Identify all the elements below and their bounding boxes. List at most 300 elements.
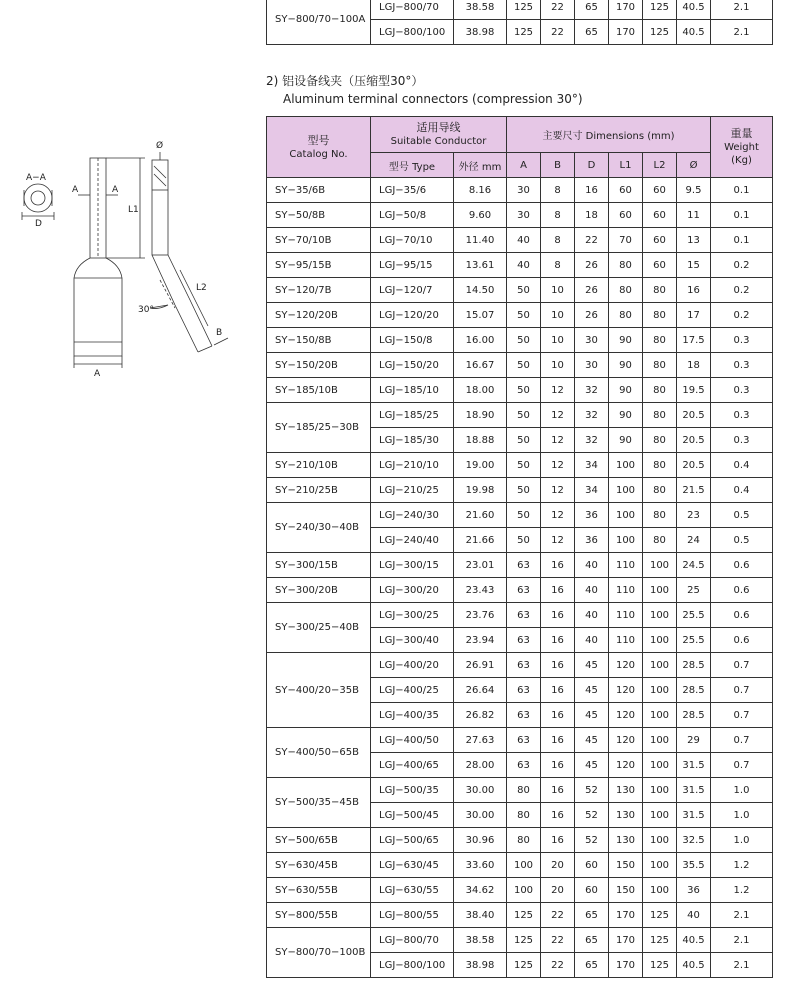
data-cell: 28.5: [677, 678, 711, 703]
data-cell: 10: [541, 278, 575, 303]
data-cell: 0.5: [711, 528, 773, 553]
table-row: [267, 453, 773, 478]
data-cell: 9.5: [677, 178, 711, 203]
label-section-aa: A−A: [26, 173, 46, 183]
catalog-cell: SY−210/10B: [267, 453, 371, 478]
data-cell: 50: [507, 378, 541, 403]
data-cell: 60: [575, 853, 609, 878]
data-cell: 50: [507, 453, 541, 478]
data-cell: 12: [541, 453, 575, 478]
header-a: A: [507, 153, 541, 178]
data-cell: 80: [643, 303, 677, 328]
data-cell: 100: [643, 728, 677, 753]
data-cell: 63: [507, 728, 541, 753]
data-cell: 21.5: [677, 478, 711, 503]
data-cell: 0.6: [711, 628, 773, 653]
data-cell: 52: [575, 803, 609, 828]
data-cell: 23: [677, 503, 711, 528]
data-cell: 32: [575, 403, 609, 428]
data-cell: 100: [643, 603, 677, 628]
header-conductor: 适用导线 Suitable Conductor: [371, 117, 507, 153]
data-cell: 30.00: [454, 803, 507, 828]
data-cell: 60: [609, 203, 643, 228]
section-outer-circle: [24, 184, 52, 212]
data-cell: 16.00: [454, 328, 507, 353]
data-cell: 35.5: [677, 853, 711, 878]
data-cell: LGJ−800/55: [371, 903, 454, 928]
data-cell: 0.6: [711, 578, 773, 603]
data-cell: 120: [609, 753, 643, 778]
data-cell: 16: [541, 803, 575, 828]
data-cell: 40: [575, 603, 609, 628]
data-cell: 21.60: [454, 503, 507, 528]
data-cell: 125: [643, 953, 677, 978]
data-cell: 20: [541, 878, 575, 903]
data-cell: 25: [677, 578, 711, 603]
data-cell: 15.07: [454, 303, 507, 328]
data-cell: 8: [541, 253, 575, 278]
data-cell: 21.66: [454, 528, 507, 553]
data-cell: 32: [575, 378, 609, 403]
data-cell: LGJ−630/55: [371, 878, 454, 903]
data-cell: 26: [575, 278, 609, 303]
catalog-cell: SY−50/8B: [267, 203, 371, 228]
data-cell: 100: [643, 553, 677, 578]
data-cell: LGJ−70/10: [371, 228, 454, 253]
data-cell: 30: [575, 328, 609, 353]
catalog-cell: SY−500/65B: [267, 828, 371, 853]
data-cell: 22: [541, 20, 575, 45]
data-cell: 2.1: [711, 953, 773, 978]
data-cell: 125: [643, 20, 677, 45]
data-cell: 63: [507, 603, 541, 628]
data-cell: 16: [541, 778, 575, 803]
data-cell: 13.61: [454, 253, 507, 278]
data-cell: 120: [609, 678, 643, 703]
data-cell: 90: [609, 353, 643, 378]
data-cell: 45: [575, 678, 609, 703]
data-cell: 0.7: [711, 653, 773, 678]
header-d: D: [575, 153, 609, 178]
data-cell: 8.16: [454, 178, 507, 203]
table-row: [267, 503, 773, 528]
catalog-cell: SY−300/25−40B: [267, 603, 371, 653]
table-row: [267, 303, 773, 328]
data-cell: 28.00: [454, 753, 507, 778]
data-cell: 22: [541, 928, 575, 953]
data-cell: 11.40: [454, 228, 507, 253]
data-cell: 40.5: [677, 953, 711, 978]
data-cell: LGJ−300/15: [371, 553, 454, 578]
data-cell: LGJ−400/20: [371, 653, 454, 678]
data-cell: 63: [507, 578, 541, 603]
label-a-right: A: [112, 185, 119, 195]
data-cell: 63: [507, 703, 541, 728]
data-cell: 63: [507, 678, 541, 703]
table-row: [267, 728, 773, 753]
header-l2: L2: [643, 153, 677, 178]
header-l1: L1: [609, 153, 643, 178]
data-cell: 130: [609, 778, 643, 803]
data-cell: 20.5: [677, 428, 711, 453]
data-cell: 100: [609, 528, 643, 553]
data-cell: 16: [677, 278, 711, 303]
catalog-cell: SY−800/70−100A: [267, 0, 371, 45]
table-row: [267, 853, 773, 878]
data-cell: 16: [541, 578, 575, 603]
data-cell: 110: [609, 553, 643, 578]
data-cell: LGJ−210/25: [371, 478, 454, 503]
catalog-cell: SY−185/10B: [267, 378, 371, 403]
data-cell: 40.5: [677, 20, 711, 45]
data-cell: 40: [677, 903, 711, 928]
data-cell: 0.7: [711, 703, 773, 728]
data-cell: 23.76: [454, 603, 507, 628]
data-cell: 24: [677, 528, 711, 553]
data-cell: 31.5: [677, 778, 711, 803]
data-cell: 16: [541, 628, 575, 653]
data-cell: 120: [609, 728, 643, 753]
data-cell: 65: [575, 0, 609, 20]
data-cell: 23.94: [454, 628, 507, 653]
data-cell: 16: [541, 603, 575, 628]
data-cell: LGJ−500/35: [371, 778, 454, 803]
data-cell: 170: [609, 20, 643, 45]
data-cell: 40: [575, 553, 609, 578]
header-weight: 重量 Weight (Kg): [711, 117, 773, 178]
table-row: [267, 378, 773, 403]
data-cell: 100: [643, 678, 677, 703]
data-cell: 17: [677, 303, 711, 328]
data-cell: 100: [643, 703, 677, 728]
data-cell: LGJ−210/10: [371, 453, 454, 478]
data-cell: 0.2: [711, 303, 773, 328]
data-cell: 22: [541, 0, 575, 20]
data-cell: 80: [643, 403, 677, 428]
data-cell: 50: [507, 403, 541, 428]
data-cell: 34.62: [454, 878, 507, 903]
data-cell: 2.1: [711, 20, 773, 45]
data-cell: LGJ−300/25: [371, 603, 454, 628]
data-cell: 80: [643, 378, 677, 403]
data-cell: 26.82: [454, 703, 507, 728]
data-cell: 0.7: [711, 678, 773, 703]
data-cell: 26: [575, 253, 609, 278]
data-cell: 80: [507, 828, 541, 853]
header-diameter: 外径 mm: [454, 153, 507, 178]
data-cell: 125: [507, 953, 541, 978]
data-cell: 10: [541, 353, 575, 378]
section-inner-circle: [31, 191, 45, 205]
catalog-cell: SY−150/8B: [267, 328, 371, 353]
data-cell: 22: [575, 228, 609, 253]
data-cell: 1.0: [711, 803, 773, 828]
data-cell: 23.43: [454, 578, 507, 603]
catalog-cell: SY−400/20−35B: [267, 653, 371, 728]
data-cell: 13: [677, 228, 711, 253]
table-row: [267, 778, 773, 803]
data-cell: 27.63: [454, 728, 507, 753]
data-cell: 16: [541, 728, 575, 753]
catalog-cell: SY−35/6B: [267, 178, 371, 203]
terminal-connector-drawing: [0, 130, 250, 379]
data-cell: 36: [677, 878, 711, 903]
data-cell: LGJ−240/30: [371, 503, 454, 528]
data-cell: 31.5: [677, 803, 711, 828]
data-cell: 0.3: [711, 328, 773, 353]
data-cell: 60: [643, 253, 677, 278]
data-cell: 16: [541, 553, 575, 578]
data-cell: 80: [643, 353, 677, 378]
data-cell: 2.1: [711, 0, 773, 20]
table-row: [267, 553, 773, 578]
data-cell: 1.2: [711, 853, 773, 878]
catalog-cell: SY−240/30−40B: [267, 503, 371, 553]
table-row: [267, 278, 773, 303]
data-cell: 23.01: [454, 553, 507, 578]
table-row: [267, 578, 773, 603]
label-angle: 30°: [138, 305, 154, 315]
data-cell: 170: [609, 903, 643, 928]
data-cell: 50: [507, 328, 541, 353]
data-cell: 45: [575, 753, 609, 778]
data-cell: 170: [609, 953, 643, 978]
data-cell: 18.00: [454, 378, 507, 403]
data-cell: 19.5: [677, 378, 711, 403]
data-cell: 125: [507, 903, 541, 928]
data-cell: 25.5: [677, 628, 711, 653]
data-cell: 100: [643, 653, 677, 678]
top-continuation-table: [266, 0, 773, 45]
catalog-cell: SY−150/20B: [267, 353, 371, 378]
catalog-cell: SY−500/35−45B: [267, 778, 371, 828]
data-cell: 18.88: [454, 428, 507, 453]
data-cell: 20: [541, 853, 575, 878]
data-cell: 0.6: [711, 553, 773, 578]
header-catalog: 型号 Catalog No.: [267, 117, 371, 178]
label-l1: L1: [128, 205, 139, 215]
data-cell: 18: [575, 203, 609, 228]
data-cell: 60: [643, 228, 677, 253]
data-cell: 170: [609, 0, 643, 20]
catalog-cell: SY−120/7B: [267, 278, 371, 303]
data-cell: 120: [609, 703, 643, 728]
data-cell: 8: [541, 228, 575, 253]
data-cell: 16: [541, 828, 575, 853]
data-cell: 1.2: [711, 878, 773, 903]
data-cell: LGJ−300/40: [371, 628, 454, 653]
data-cell: 18: [677, 353, 711, 378]
label-b: B: [216, 328, 223, 338]
data-cell: 80: [643, 528, 677, 553]
data-cell: 16: [541, 703, 575, 728]
table-row: [267, 878, 773, 903]
data-cell: 0.3: [711, 403, 773, 428]
data-cell: 130: [609, 803, 643, 828]
data-cell: 100: [643, 878, 677, 903]
data-cell: 40.5: [677, 0, 711, 20]
data-cell: 80: [507, 778, 541, 803]
data-cell: 31.5: [677, 753, 711, 778]
data-cell: 0.5: [711, 503, 773, 528]
data-cell: 0.2: [711, 253, 773, 278]
data-cell: LGJ−150/8: [371, 328, 454, 353]
data-cell: 80: [643, 503, 677, 528]
data-cell: 100: [643, 853, 677, 878]
table-row: [267, 253, 773, 278]
data-cell: 63: [507, 753, 541, 778]
data-cell: 45: [575, 728, 609, 753]
table-row: [267, 203, 773, 228]
data-cell: 110: [609, 628, 643, 653]
data-cell: 125: [507, 0, 541, 20]
data-cell: 65: [575, 928, 609, 953]
data-cell: LGJ−800/100: [371, 20, 454, 45]
data-cell: 100: [609, 453, 643, 478]
data-cell: 120: [609, 653, 643, 678]
data-cell: 34: [575, 453, 609, 478]
header-type: 型号 Type: [371, 153, 454, 178]
table-row: [267, 228, 773, 253]
data-cell: 1.0: [711, 828, 773, 853]
data-cell: 2.1: [711, 903, 773, 928]
data-cell: LGJ−185/25: [371, 403, 454, 428]
data-cell: 12: [541, 528, 575, 553]
data-cell: 20.5: [677, 403, 711, 428]
data-cell: 63: [507, 653, 541, 678]
data-cell: 16: [541, 678, 575, 703]
data-cell: 80: [609, 303, 643, 328]
data-cell: 40: [575, 578, 609, 603]
data-cell: 36: [575, 528, 609, 553]
data-cell: 70: [609, 228, 643, 253]
data-cell: 0.7: [711, 753, 773, 778]
table-row: [267, 653, 773, 678]
data-cell: 38.40: [454, 903, 507, 928]
data-cell: 100: [643, 778, 677, 803]
data-cell: 15: [677, 253, 711, 278]
data-cell: 30.96: [454, 828, 507, 853]
data-cell: 45: [575, 703, 609, 728]
data-cell: LGJ−800/100: [371, 953, 454, 978]
data-cell: LGJ−400/65: [371, 753, 454, 778]
label-a-bottom: A: [94, 369, 101, 379]
catalog-cell: SY−210/25B: [267, 478, 371, 503]
data-cell: LGJ−800/70: [371, 928, 454, 953]
data-cell: 26.64: [454, 678, 507, 703]
data-cell: 9.60: [454, 203, 507, 228]
label-d: D: [35, 219, 42, 229]
data-cell: 19.00: [454, 453, 507, 478]
data-cell: 125: [507, 20, 541, 45]
data-cell: 40: [507, 228, 541, 253]
data-cell: 32: [575, 428, 609, 453]
data-cell: 0.7: [711, 728, 773, 753]
data-cell: 26: [575, 303, 609, 328]
catalog-cell: SY−70/10B: [267, 228, 371, 253]
data-cell: 19.98: [454, 478, 507, 503]
data-cell: 17.5: [677, 328, 711, 353]
data-cell: LGJ−300/20: [371, 578, 454, 603]
data-cell: 12: [541, 428, 575, 453]
table-row: [267, 903, 773, 928]
data-cell: 40: [507, 253, 541, 278]
data-cell: 100: [507, 853, 541, 878]
data-cell: 100: [643, 628, 677, 653]
data-cell: LGJ−120/20: [371, 303, 454, 328]
data-cell: LGJ−50/8: [371, 203, 454, 228]
data-cell: 0.3: [711, 428, 773, 453]
data-cell: 90: [609, 328, 643, 353]
data-cell: 30.00: [454, 778, 507, 803]
data-cell: LGJ−120/7: [371, 278, 454, 303]
data-cell: 0.4: [711, 453, 773, 478]
table-row: [267, 603, 773, 628]
data-cell: 52: [575, 828, 609, 853]
catalog-cell: SY−800/70−100B: [267, 928, 371, 978]
data-cell: 38.98: [454, 953, 507, 978]
data-cell: 80: [609, 278, 643, 303]
data-cell: 29: [677, 728, 711, 753]
data-cell: LGJ−240/40: [371, 528, 454, 553]
data-cell: 100: [507, 878, 541, 903]
data-cell: 26.91: [454, 653, 507, 678]
data-cell: 150: [609, 878, 643, 903]
data-cell: 110: [609, 603, 643, 628]
data-cell: 38.58: [454, 0, 507, 20]
data-cell: LGJ−185/30: [371, 428, 454, 453]
table-row: [267, 828, 773, 853]
data-cell: 12: [541, 403, 575, 428]
label-diameter: Ø: [156, 141, 164, 151]
data-cell: 28.5: [677, 703, 711, 728]
data-cell: 110: [609, 578, 643, 603]
table-row: [267, 403, 773, 428]
data-cell: 65: [575, 903, 609, 928]
data-cell: 8: [541, 178, 575, 203]
data-cell: 30: [575, 353, 609, 378]
data-cell: 36: [575, 503, 609, 528]
data-cell: 10: [541, 303, 575, 328]
data-cell: LGJ−150/20: [371, 353, 454, 378]
data-cell: 63: [507, 553, 541, 578]
data-cell: 80: [507, 803, 541, 828]
data-cell: 170: [609, 928, 643, 953]
data-cell: 60: [575, 878, 609, 903]
table-row: [267, 328, 773, 353]
data-cell: 80: [643, 453, 677, 478]
data-cell: 12: [541, 378, 575, 403]
catalog-cell: SY−120/20B: [267, 303, 371, 328]
data-cell: 12: [541, 503, 575, 528]
data-cell: 50: [507, 478, 541, 503]
data-cell: 18.90: [454, 403, 507, 428]
data-cell: 10: [541, 328, 575, 353]
section-subtitle: Aluminum terminal connectors (compression 30°): [283, 92, 583, 106]
data-cell: 52: [575, 778, 609, 803]
data-cell: 125: [643, 0, 677, 20]
data-cell: 38.98: [454, 20, 507, 45]
data-cell: LGJ−185/10: [371, 378, 454, 403]
data-cell: 1.0: [711, 778, 773, 803]
header-dimensions: 主要尺寸 Dimensions (mm): [507, 117, 711, 153]
data-cell: LGJ−630/45: [371, 853, 454, 878]
data-cell: 50: [507, 528, 541, 553]
data-cell: 33.60: [454, 853, 507, 878]
data-cell: 12: [541, 478, 575, 503]
data-cell: 80: [643, 428, 677, 453]
data-cell: 100: [643, 753, 677, 778]
